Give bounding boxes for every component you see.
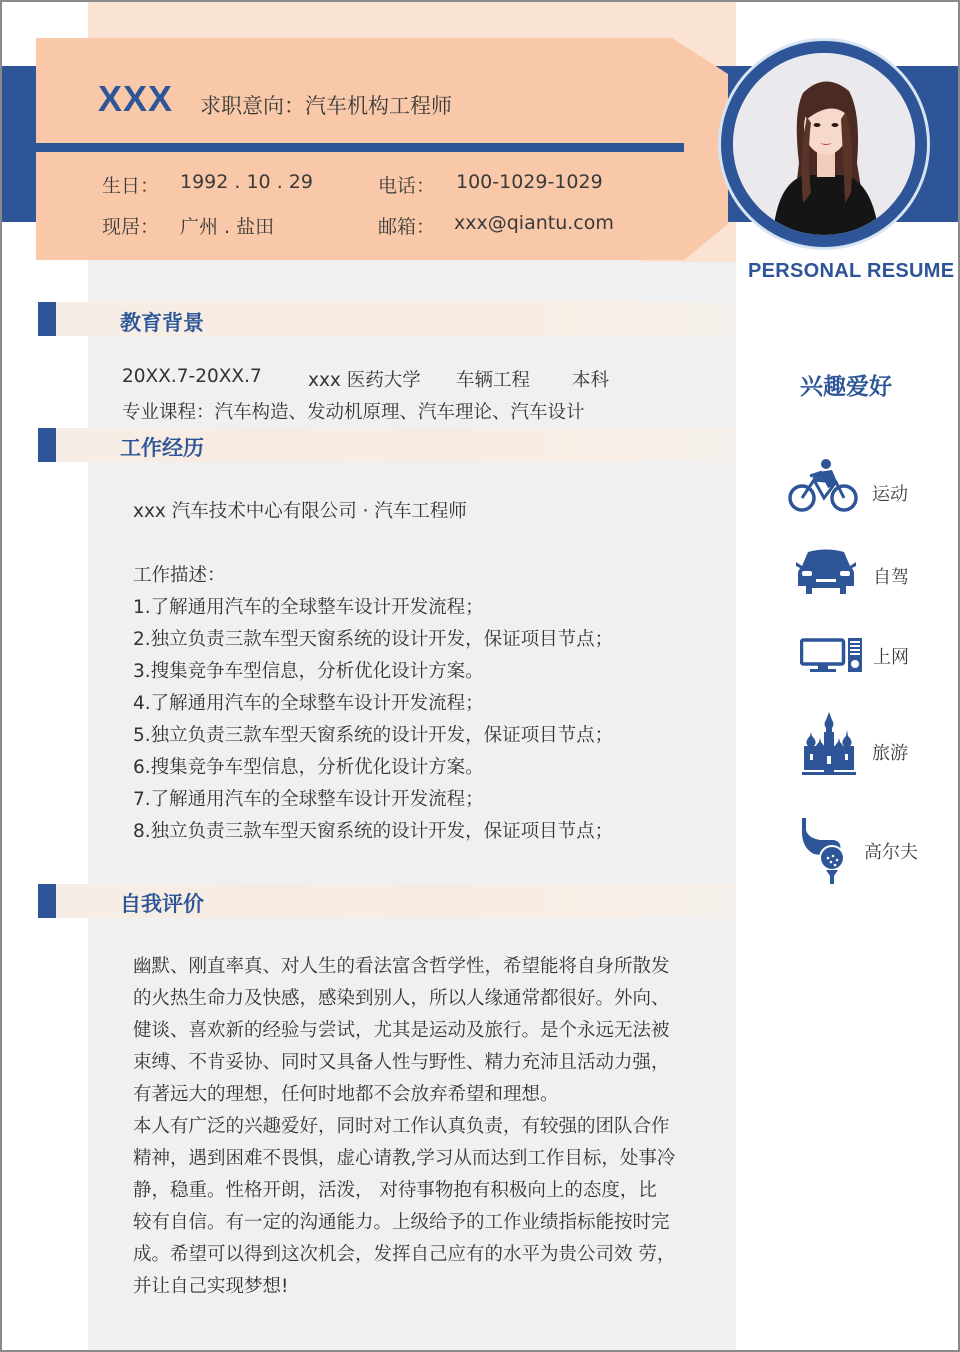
- education-school: xxx 医药大学: [308, 370, 421, 391]
- birthday-value: 1992 . 10 . 29: [180, 171, 313, 193]
- paragraph-line: 幽默、刚直率真、对人生的看法富含哲学性，希望能将自身所散发: [133, 956, 670, 977]
- list-item: 2.独立负责三款车型天窗系统的设计开发，保证项目节点；: [133, 629, 614, 650]
- header-divider: [36, 143, 684, 152]
- hobbies-title: 兴趣爱好: [800, 374, 892, 400]
- self-eval-title: 自我评价: [120, 892, 204, 916]
- list-item: 8.独立负责三款车型天窗系统的设计开发，保证项目节点；: [133, 821, 614, 842]
- hobby-label-golf: 高尔夫: [864, 842, 918, 863]
- hobby-label-driving: 自驾: [873, 567, 909, 588]
- paragraph-line: 并让自己实现梦想!: [133, 1276, 289, 1297]
- work-desc-label: 工作描述：: [133, 565, 226, 586]
- phone-label: 电话：: [378, 175, 436, 197]
- portrait-illustration: [733, 53, 915, 235]
- paragraph-line: 本人有广泛的兴趣爱好，同时对工作认真负责，有较强的团队合作: [133, 1116, 670, 1137]
- paragraph-line: 健谈、喜欢新的经验与尝试，尤其是运动及旅行。是个永远无法被: [133, 1020, 670, 1041]
- list-item: 6.搜集竞争车型信息，分析优化设计方案。: [133, 757, 484, 778]
- education-period: 20XX.7-20XX.7: [122, 366, 262, 387]
- list-item: 4.了解通用汽车的全球整车设计开发流程；: [133, 693, 484, 714]
- photo-frame: [718, 38, 930, 250]
- residence-value: 广州 . 盐田: [180, 216, 275, 238]
- education-title: 教育背景: [120, 311, 204, 335]
- cycling-icon: [788, 458, 858, 514]
- list-item: 1.了解通用汽车的全球整车设计开发流程；: [133, 597, 484, 618]
- work-title: 工作经历: [120, 436, 204, 460]
- education-major: 车辆工程: [456, 370, 531, 391]
- email-label: 邮箱：: [378, 216, 436, 238]
- paragraph-line: 有著远大的理想，任何时地都不会放弃希望和理想。: [133, 1084, 559, 1105]
- golf-icon: [800, 818, 848, 886]
- hobby-label-internet: 上网: [873, 647, 909, 668]
- job-intent: 求职意向：汽车机构工程师: [200, 94, 452, 118]
- email-value[interactable]: xxx@qiantu.com: [454, 212, 614, 234]
- paragraph-line: 精神，遇到困难不畏惧，虚心请教,学习从而达到工作目标，处事冷: [133, 1148, 676, 1169]
- top-peach-strip: [88, 2, 736, 40]
- paragraph-line: 束缚、不肯妥协、同时又具备人性与野性、精力充沛且活动力强，: [133, 1052, 670, 1073]
- education-section-marker: [38, 302, 56, 336]
- list-item: 7.了解通用汽车的全球整车设计开发流程；: [133, 789, 484, 810]
- paragraph-line: 成。希望可以得到这次机会，发挥自己应有的水平为贵公司效 劳，: [133, 1244, 676, 1265]
- header-band-left: [2, 66, 38, 222]
- paragraph-line: 静，稳重。性格开朗，活泼， 对待事物抱有积极向上的态度，比: [133, 1180, 657, 1201]
- education-courses: 专业课程：汽车构造、发动机原理、汽车理论、汽车设计: [122, 402, 585, 423]
- candidate-name: XXX: [98, 78, 174, 119]
- profile-photo: [733, 53, 915, 235]
- cathedral-icon: [802, 712, 856, 776]
- residence-label: 现居：: [102, 216, 160, 238]
- phone-value: 100-1029-1029: [456, 171, 603, 193]
- work-section-marker: [38, 428, 56, 462]
- hobby-label-travel: 旅游: [872, 743, 908, 764]
- car-icon: [794, 548, 858, 594]
- self-eval-section-marker: [38, 884, 56, 918]
- list-item: 3.搜集竞争车型信息，分析优化设计方案。: [133, 661, 484, 682]
- hobby-label-sports: 运动: [872, 484, 908, 505]
- personal-resume-title: PERSONAL RESUME: [748, 260, 955, 282]
- paragraph-line: 较有自信。有一定的沟通能力。上级给予的工作业绩指标能按时完: [133, 1212, 670, 1233]
- paragraph-line: 的火热生命力及快感，感染到别人，所以人缘通常都很好。外向、: [133, 988, 670, 1009]
- work-company: xxx 汽车技术中心有限公司 · 汽车工程师: [133, 501, 467, 522]
- computer-icon: [800, 638, 864, 674]
- list-item: 5.独立负责三款车型天窗系统的设计开发，保证项目节点；: [133, 725, 614, 746]
- birthday-label: 生日：: [102, 175, 160, 197]
- education-degree: 本科: [572, 370, 610, 391]
